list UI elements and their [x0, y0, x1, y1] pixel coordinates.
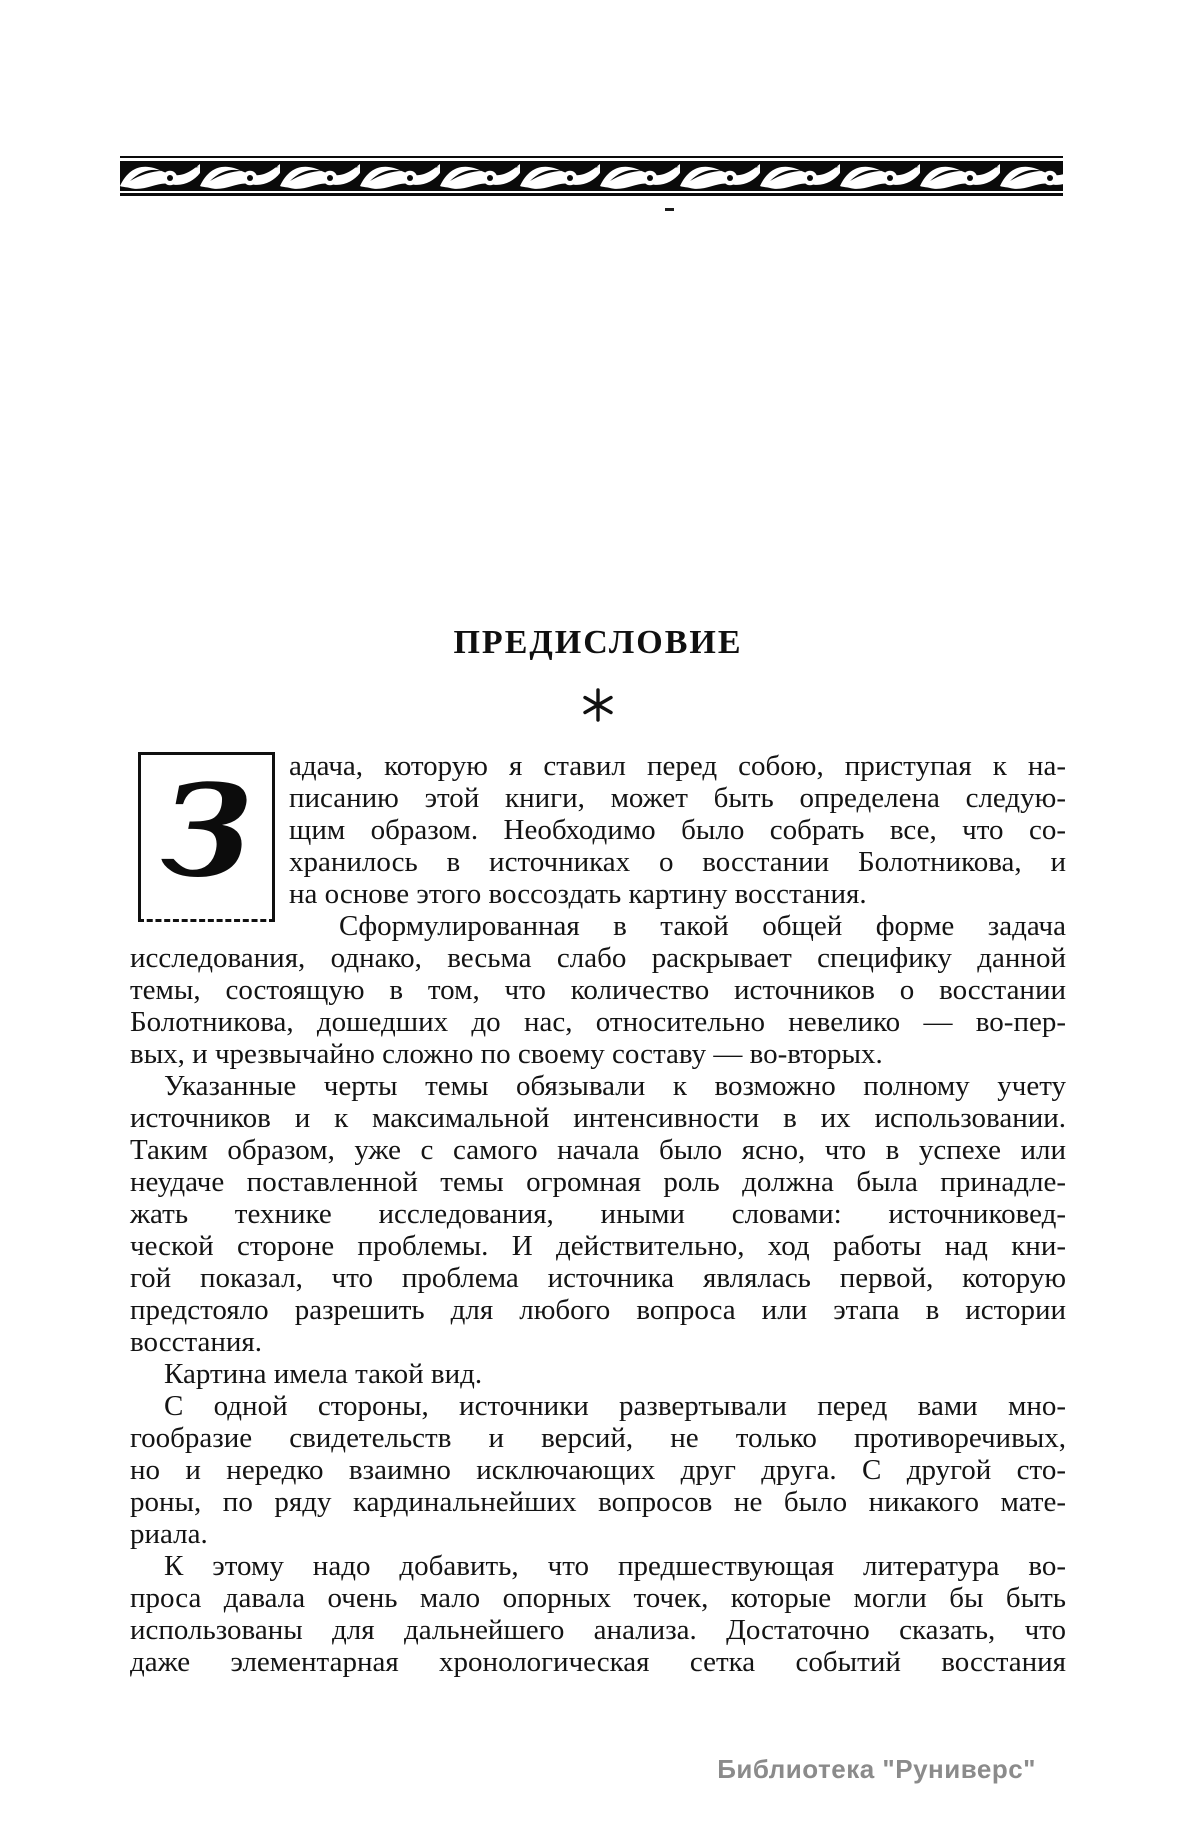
band-top-rule [120, 156, 1063, 158]
text-line: исследования, однако, весьма слабо раскрывает специфику данной [130, 942, 1066, 974]
text-line: С одной стороны, источники развертывали перед вами мно- [164, 1390, 1066, 1422]
text-line: Указанные черты темы обязывали к возможно полному учету [164, 1070, 1066, 1102]
text-line: даже элементарная хронологическая сетка событий восстания [130, 1646, 1066, 1678]
text-line: Таким образом, уже с самого начала было ясно, что в успехе или [130, 1134, 1066, 1166]
text-line: хранилось в источниках о восстании Болотникова, и [289, 846, 1066, 878]
drop-cap-box [138, 752, 275, 922]
ornament-band [120, 156, 1063, 196]
text-line: Болотникова, дошедших до нас, относительно невелико — во-пер- [130, 1006, 1066, 1038]
six-ray-asterisk-icon [581, 709, 615, 726]
text-line: щим образом. Необходимо было собрать все, что со- [289, 814, 1066, 846]
text-line: предстояло разрешить для любого вопроса или этапа в истории [130, 1294, 1066, 1326]
band-bottom-rule [120, 193, 1063, 196]
text-line: гообразие свидетельств и версий, не только противоречивых, [130, 1422, 1066, 1454]
text-line: ческой стороне проблемы. И действительно, ход работы над кни- [130, 1230, 1066, 1262]
text-line: вых, и чрезвычайно сложно по своему составу — во-вторых. [130, 1038, 883, 1070]
text-line: проса давала очень мало опорных точек, которые могли бы быть [130, 1582, 1066, 1614]
text-line: использованы для дальнейшего анализа. Достаточно сказать, что [130, 1614, 1066, 1646]
drop-cap-initial: З [161, 757, 252, 905]
wave-scroll-ornament-icon [120, 161, 1063, 191]
text-line: восстания. [130, 1326, 262, 1358]
text-line: адача, которую я ставил перед собою, приступая к на- [289, 750, 1066, 782]
text-line: гой показал, что проблема источника являлась первой, которую [130, 1262, 1066, 1294]
text-line: Сформулированная в такой общей форме задача [339, 910, 1066, 942]
text-line: жать технике исследования, иными словами: источниковед- [130, 1198, 1066, 1230]
text-line: писанию этой книги, может быть определена следую- [289, 782, 1066, 814]
text-line: источников и к максимальной интенсивности в их использовании. [130, 1102, 1066, 1134]
ink-speck [665, 208, 674, 211]
text-line: Картина имела такой вид. [164, 1358, 483, 1390]
text-line: темы, состоящую в том, что количество источников о восстании [130, 974, 1066, 1006]
body-text [130, 750, 1066, 1678]
page-title: ПРЕДИСЛОВИЕ [453, 624, 743, 661]
text-line: неудаче поставленной темы огромная роль должна была принадле- [130, 1166, 1066, 1198]
section-separator [130, 688, 1066, 727]
text-line: но и нередко взаимно исключающих друг друга. С другой сто- [130, 1454, 1066, 1486]
text-line: К этому надо добавить, что предшествующая литература во- [164, 1550, 1066, 1582]
text-line: роны, по ряду кардинальнейших вопросов не было никакого мате- [130, 1486, 1066, 1518]
text-line: на основе этого воссоздать картину восстания. [289, 878, 867, 910]
library-watermark: Библиотека "Руниверс" [717, 1754, 1036, 1784]
text-line: риала. [130, 1518, 208, 1550]
